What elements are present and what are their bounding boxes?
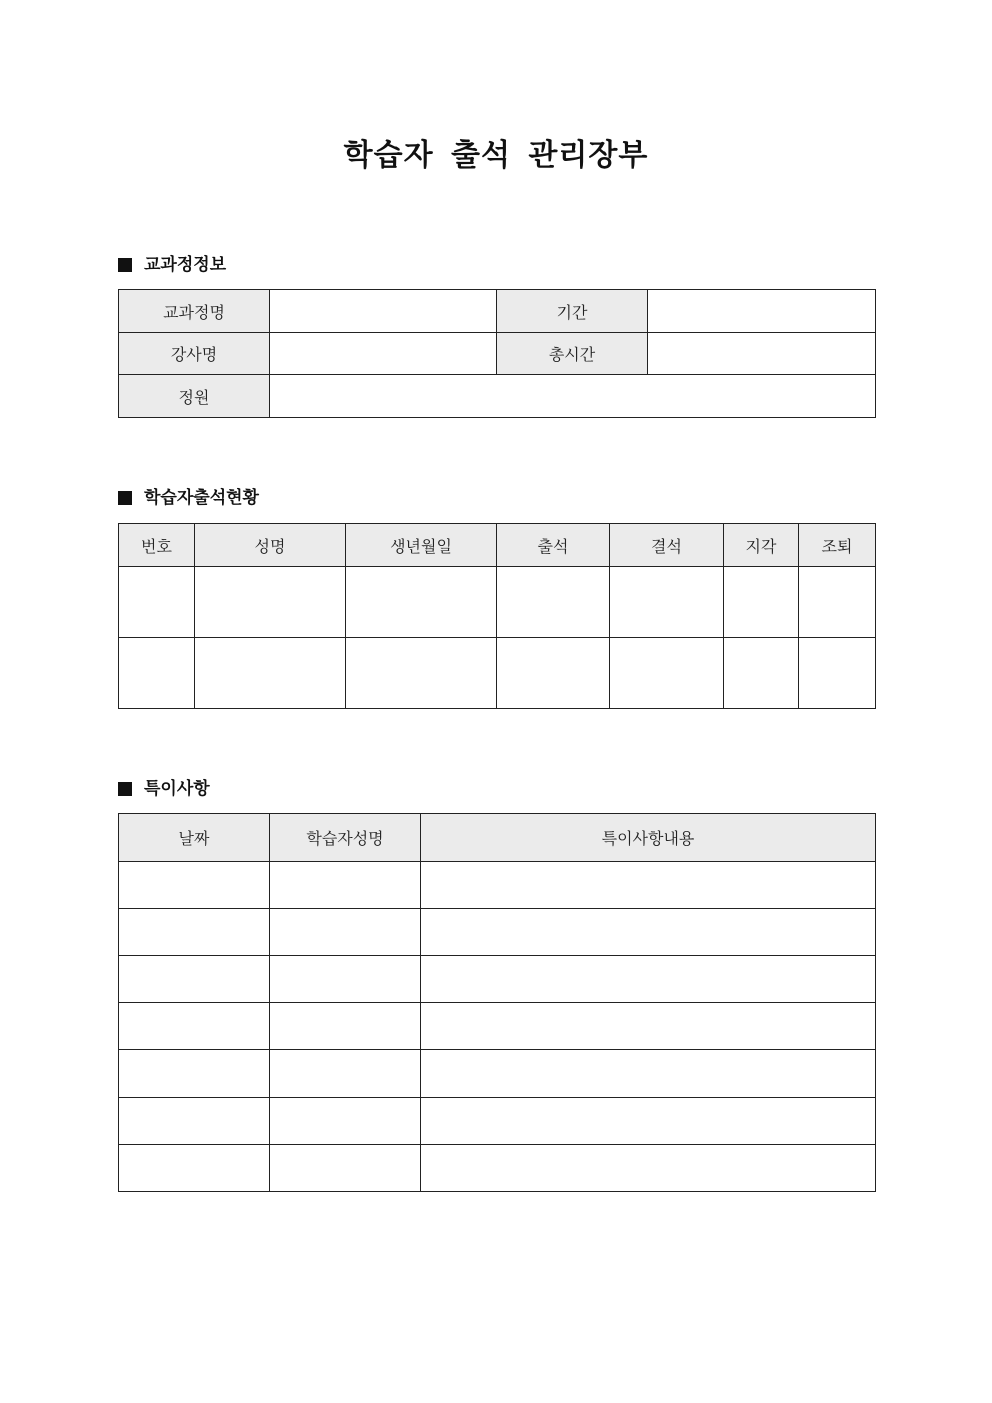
capacity-label: 정원 [119,375,270,418]
note-content-cell[interactable] [421,862,876,909]
date-cell[interactable] [119,1145,270,1192]
date-cell[interactable] [119,1050,270,1098]
student-name-cell[interactable] [270,956,421,1003]
square-bullet-icon [118,258,132,272]
notes-row [119,862,876,909]
note-content-cell[interactable] [421,1145,876,1192]
attendance-heading-text: 학습자출석현황 [144,488,259,508]
course-name-label: 교과정명 [119,290,270,333]
late-cell[interactable] [724,567,799,638]
notes-row [119,956,876,1003]
notes-row [119,1050,876,1098]
column-header-note-content: 특이사항내용 [421,814,876,862]
course-info-heading [118,253,226,277]
column-header-late: 지각 [724,524,799,567]
column-header-absent: 결석 [610,524,724,567]
column-header-date: 날짜 [119,814,270,862]
column-header-number: 번호 [119,524,195,567]
notes-row [119,1145,876,1192]
number-cell[interactable] [119,567,195,638]
student-name-cell[interactable] [270,862,421,909]
notes-row [119,909,876,956]
note-content-cell[interactable] [421,956,876,1003]
notes-table [118,813,876,1192]
name-cell[interactable] [195,638,346,709]
notes-heading-text: 특이사항 [144,779,210,799]
course-info-table [118,289,876,418]
student-name-cell[interactable] [270,1003,421,1050]
present-cell[interactable] [497,638,610,709]
period-field[interactable] [648,290,876,333]
page-title: 학습자 출석 관리장부 [343,138,649,173]
present-cell[interactable] [497,567,610,638]
square-bullet-icon [118,782,132,796]
notes-row [119,1003,876,1050]
column-header-early-leave: 조퇴 [799,524,876,567]
notes-heading [118,777,210,801]
student-name-cell[interactable] [270,909,421,956]
capacity-field[interactable] [270,375,876,418]
number-cell[interactable] [119,638,195,709]
course-info-heading-text: 교과정정보 [144,255,227,275]
attendance-heading [118,486,259,510]
birthdate-cell[interactable] [346,638,497,709]
name-cell[interactable] [195,567,346,638]
period-label: 기간 [497,290,648,333]
late-cell[interactable] [724,638,799,709]
column-header-name: 성명 [195,524,346,567]
course-name-field[interactable] [270,290,497,333]
column-header-birthdate: 생년월일 [346,524,497,567]
date-cell[interactable] [119,956,270,1003]
square-bullet-icon [118,491,132,505]
early-leave-cell[interactable] [799,638,876,709]
instructor-field[interactable] [270,333,497,375]
date-cell[interactable] [119,862,270,909]
early-leave-cell[interactable] [799,567,876,638]
birthdate-cell[interactable] [346,567,497,638]
student-name-cell[interactable] [270,1050,421,1098]
notes-row [119,1098,876,1145]
note-content-cell[interactable] [421,1098,876,1145]
student-name-cell[interactable] [270,1145,421,1192]
note-content-cell[interactable] [421,1003,876,1050]
date-cell[interactable] [119,909,270,956]
total-hours-field[interactable] [648,333,876,375]
absent-cell[interactable] [610,638,724,709]
instructor-label: 강사명 [119,333,270,375]
date-cell[interactable] [119,1003,270,1050]
date-cell[interactable] [119,1098,270,1145]
attendance-row [119,638,876,709]
column-header-present: 출석 [497,524,610,567]
attendance-table [118,523,876,709]
student-name-cell[interactable] [270,1098,421,1145]
note-content-cell[interactable] [421,1050,876,1098]
attendance-row [119,567,876,638]
note-content-cell[interactable] [421,909,876,956]
absent-cell[interactable] [610,567,724,638]
total-hours-label: 총시간 [497,333,648,375]
column-header-student-name: 학습자성명 [270,814,421,862]
